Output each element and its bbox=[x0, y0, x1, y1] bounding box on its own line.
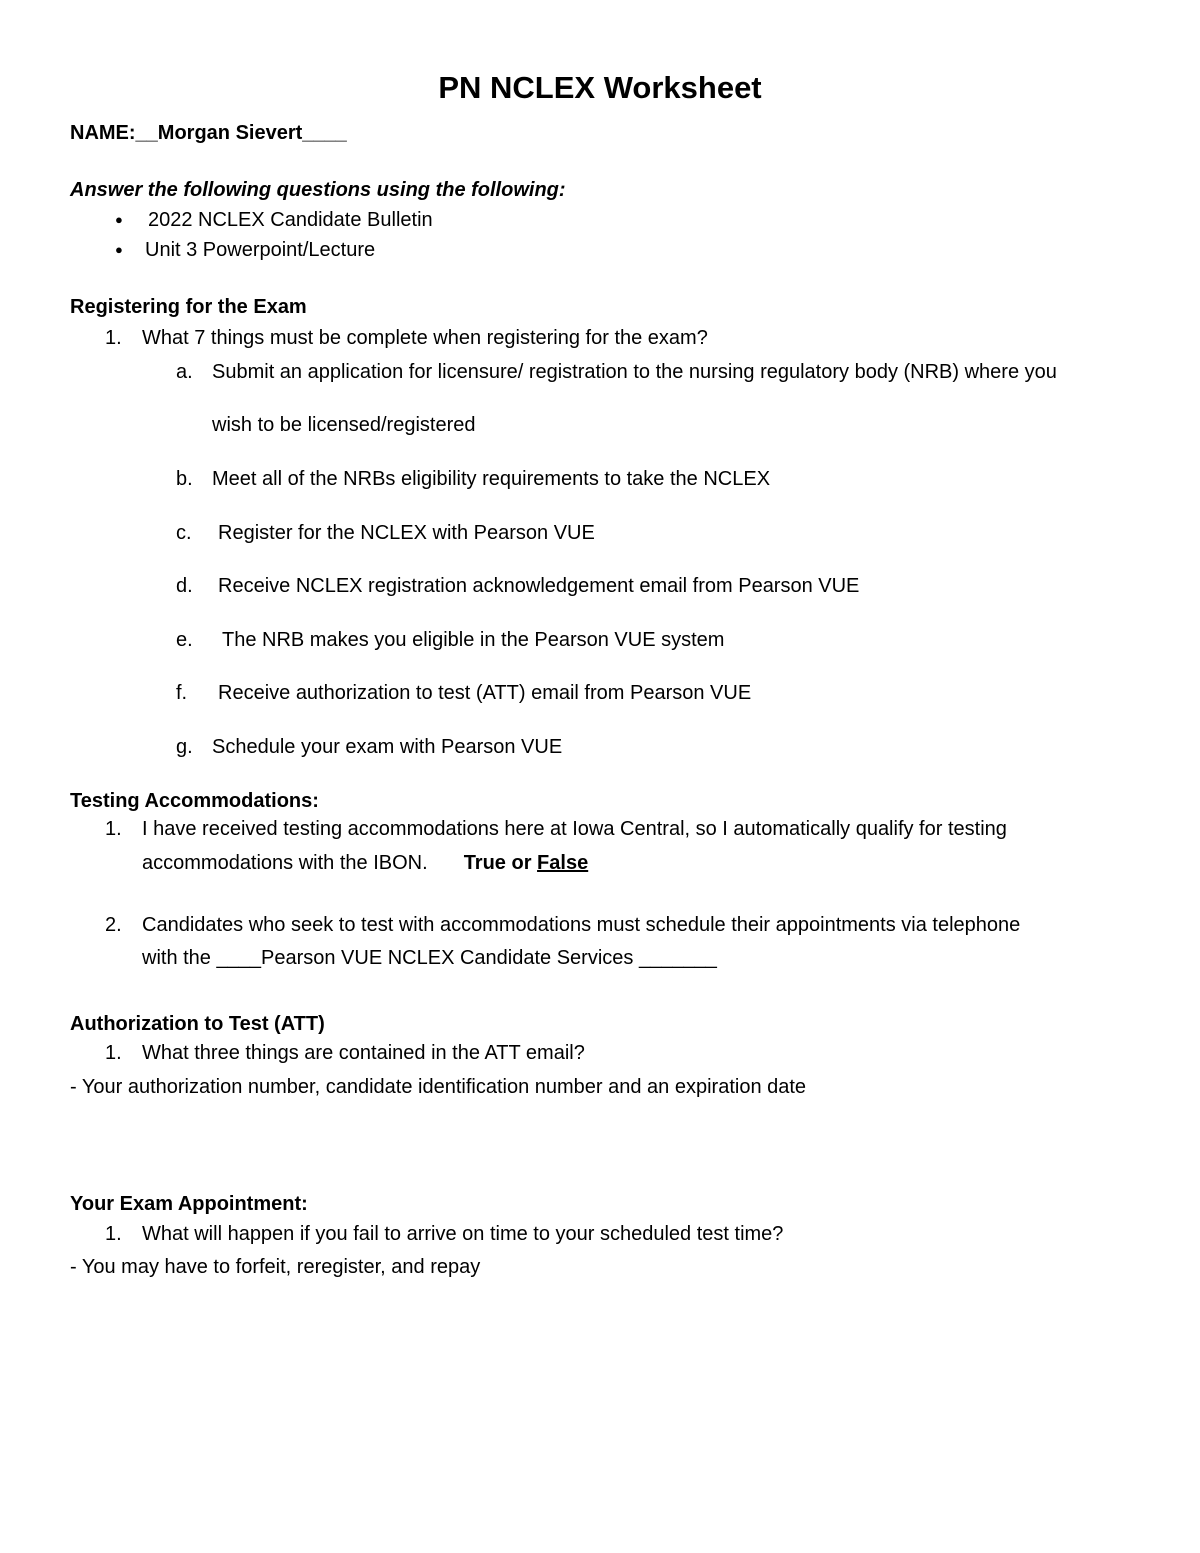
page-title: PN NCLEX Worksheet bbox=[438, 70, 762, 105]
answer-text: Receive authorization to test (ATT) email from Pearson VUE bbox=[218, 682, 752, 704]
answer-letter: f. bbox=[176, 682, 188, 704]
answer-text: - Your authorization number, candidate identification number and an expiration date bbox=[70, 1076, 807, 1098]
name-line bbox=[70, 123, 347, 143]
name-suffix-blank: ____ bbox=[302, 122, 347, 144]
answer-text: Receive NCLEX registration acknowledgement email from Pearson VUE bbox=[218, 575, 860, 597]
fill-in-blank: ____ bbox=[216, 947, 261, 969]
fill-in-answer-line bbox=[142, 948, 717, 968]
answer-letter: g. bbox=[176, 736, 193, 758]
answer-letter: e. bbox=[176, 629, 193, 651]
name-label: NAME: bbox=[70, 122, 136, 144]
source-item: 2022 NCLEX Candidate Bulletin bbox=[148, 209, 433, 231]
question-text: What will happen if you fail to arrive on time to your scheduled test time? bbox=[142, 1223, 784, 1245]
answer-text: - You may have to forfeit, reregister, and repay bbox=[70, 1256, 481, 1278]
question-text: What 7 things must be complete when registering for the exam? bbox=[142, 327, 708, 349]
question-text: What three things are contained in the ATT email? bbox=[142, 1042, 585, 1064]
question-number: 1. bbox=[105, 1042, 122, 1064]
answer-letter: b. bbox=[176, 468, 193, 490]
answer-letter: d. bbox=[176, 575, 193, 597]
answer-letter: a. bbox=[176, 361, 193, 383]
question-text: I have received testing accommodations here at Iowa Central, so I automatically qualify for testing bbox=[142, 818, 1007, 840]
answer-letter: c. bbox=[176, 522, 192, 544]
answer-text-continued: wish to be licensed/registered bbox=[212, 414, 476, 436]
instructions-text: Answer the following questions using the following: bbox=[70, 179, 566, 201]
name-value: Morgan Sievert bbox=[157, 122, 303, 144]
source-item: Unit 3 Powerpoint/Lecture bbox=[145, 239, 376, 261]
question-text-end: accommodations with the IBON. bbox=[142, 852, 428, 874]
question-number: 1. bbox=[105, 1223, 122, 1245]
fill-in-blank: _______ bbox=[638, 947, 717, 969]
answer-text: Submit an application for licensure/ registration to the nursing regulatory body (NRB) where you bbox=[212, 361, 1057, 383]
section-heading-att: Authorization to Test (ATT) bbox=[70, 1013, 325, 1035]
fill-in-prefix: with the bbox=[142, 947, 217, 969]
true-option: True or bbox=[463, 852, 532, 874]
section-heading-appointment: Your Exam Appointment: bbox=[70, 1193, 308, 1215]
answer-text: Register for the NCLEX with Pearson VUE bbox=[218, 522, 595, 544]
answer-text: Meet all of the NRBs eligibility requirements to take the NCLEX bbox=[212, 468, 771, 490]
section-heading-accommodations: Testing Accommodations: bbox=[70, 790, 319, 812]
question-number: 1. bbox=[105, 818, 122, 840]
fill-in-answer: Pearson VUE NCLEX Candidate Services bbox=[260, 947, 634, 969]
false-option-selected: False bbox=[537, 852, 589, 874]
answer-text: The NRB makes you eligible in the Pearson VUE system bbox=[222, 629, 725, 651]
question-number: 1. bbox=[105, 327, 122, 349]
bullet-icon: ● bbox=[115, 212, 123, 227]
question-text-continued bbox=[142, 853, 588, 873]
answer-text: Schedule your exam with Pearson VUE bbox=[212, 736, 563, 758]
bullet-icon: ● bbox=[115, 242, 123, 257]
section-heading-registering: Registering for the Exam bbox=[70, 296, 307, 318]
question-text: Candidates who seek to test with accommodations must schedule their appointments via telephone bbox=[142, 914, 1021, 936]
question-number: 2. bbox=[105, 914, 122, 936]
name-prefix-blank: __ bbox=[135, 122, 158, 144]
